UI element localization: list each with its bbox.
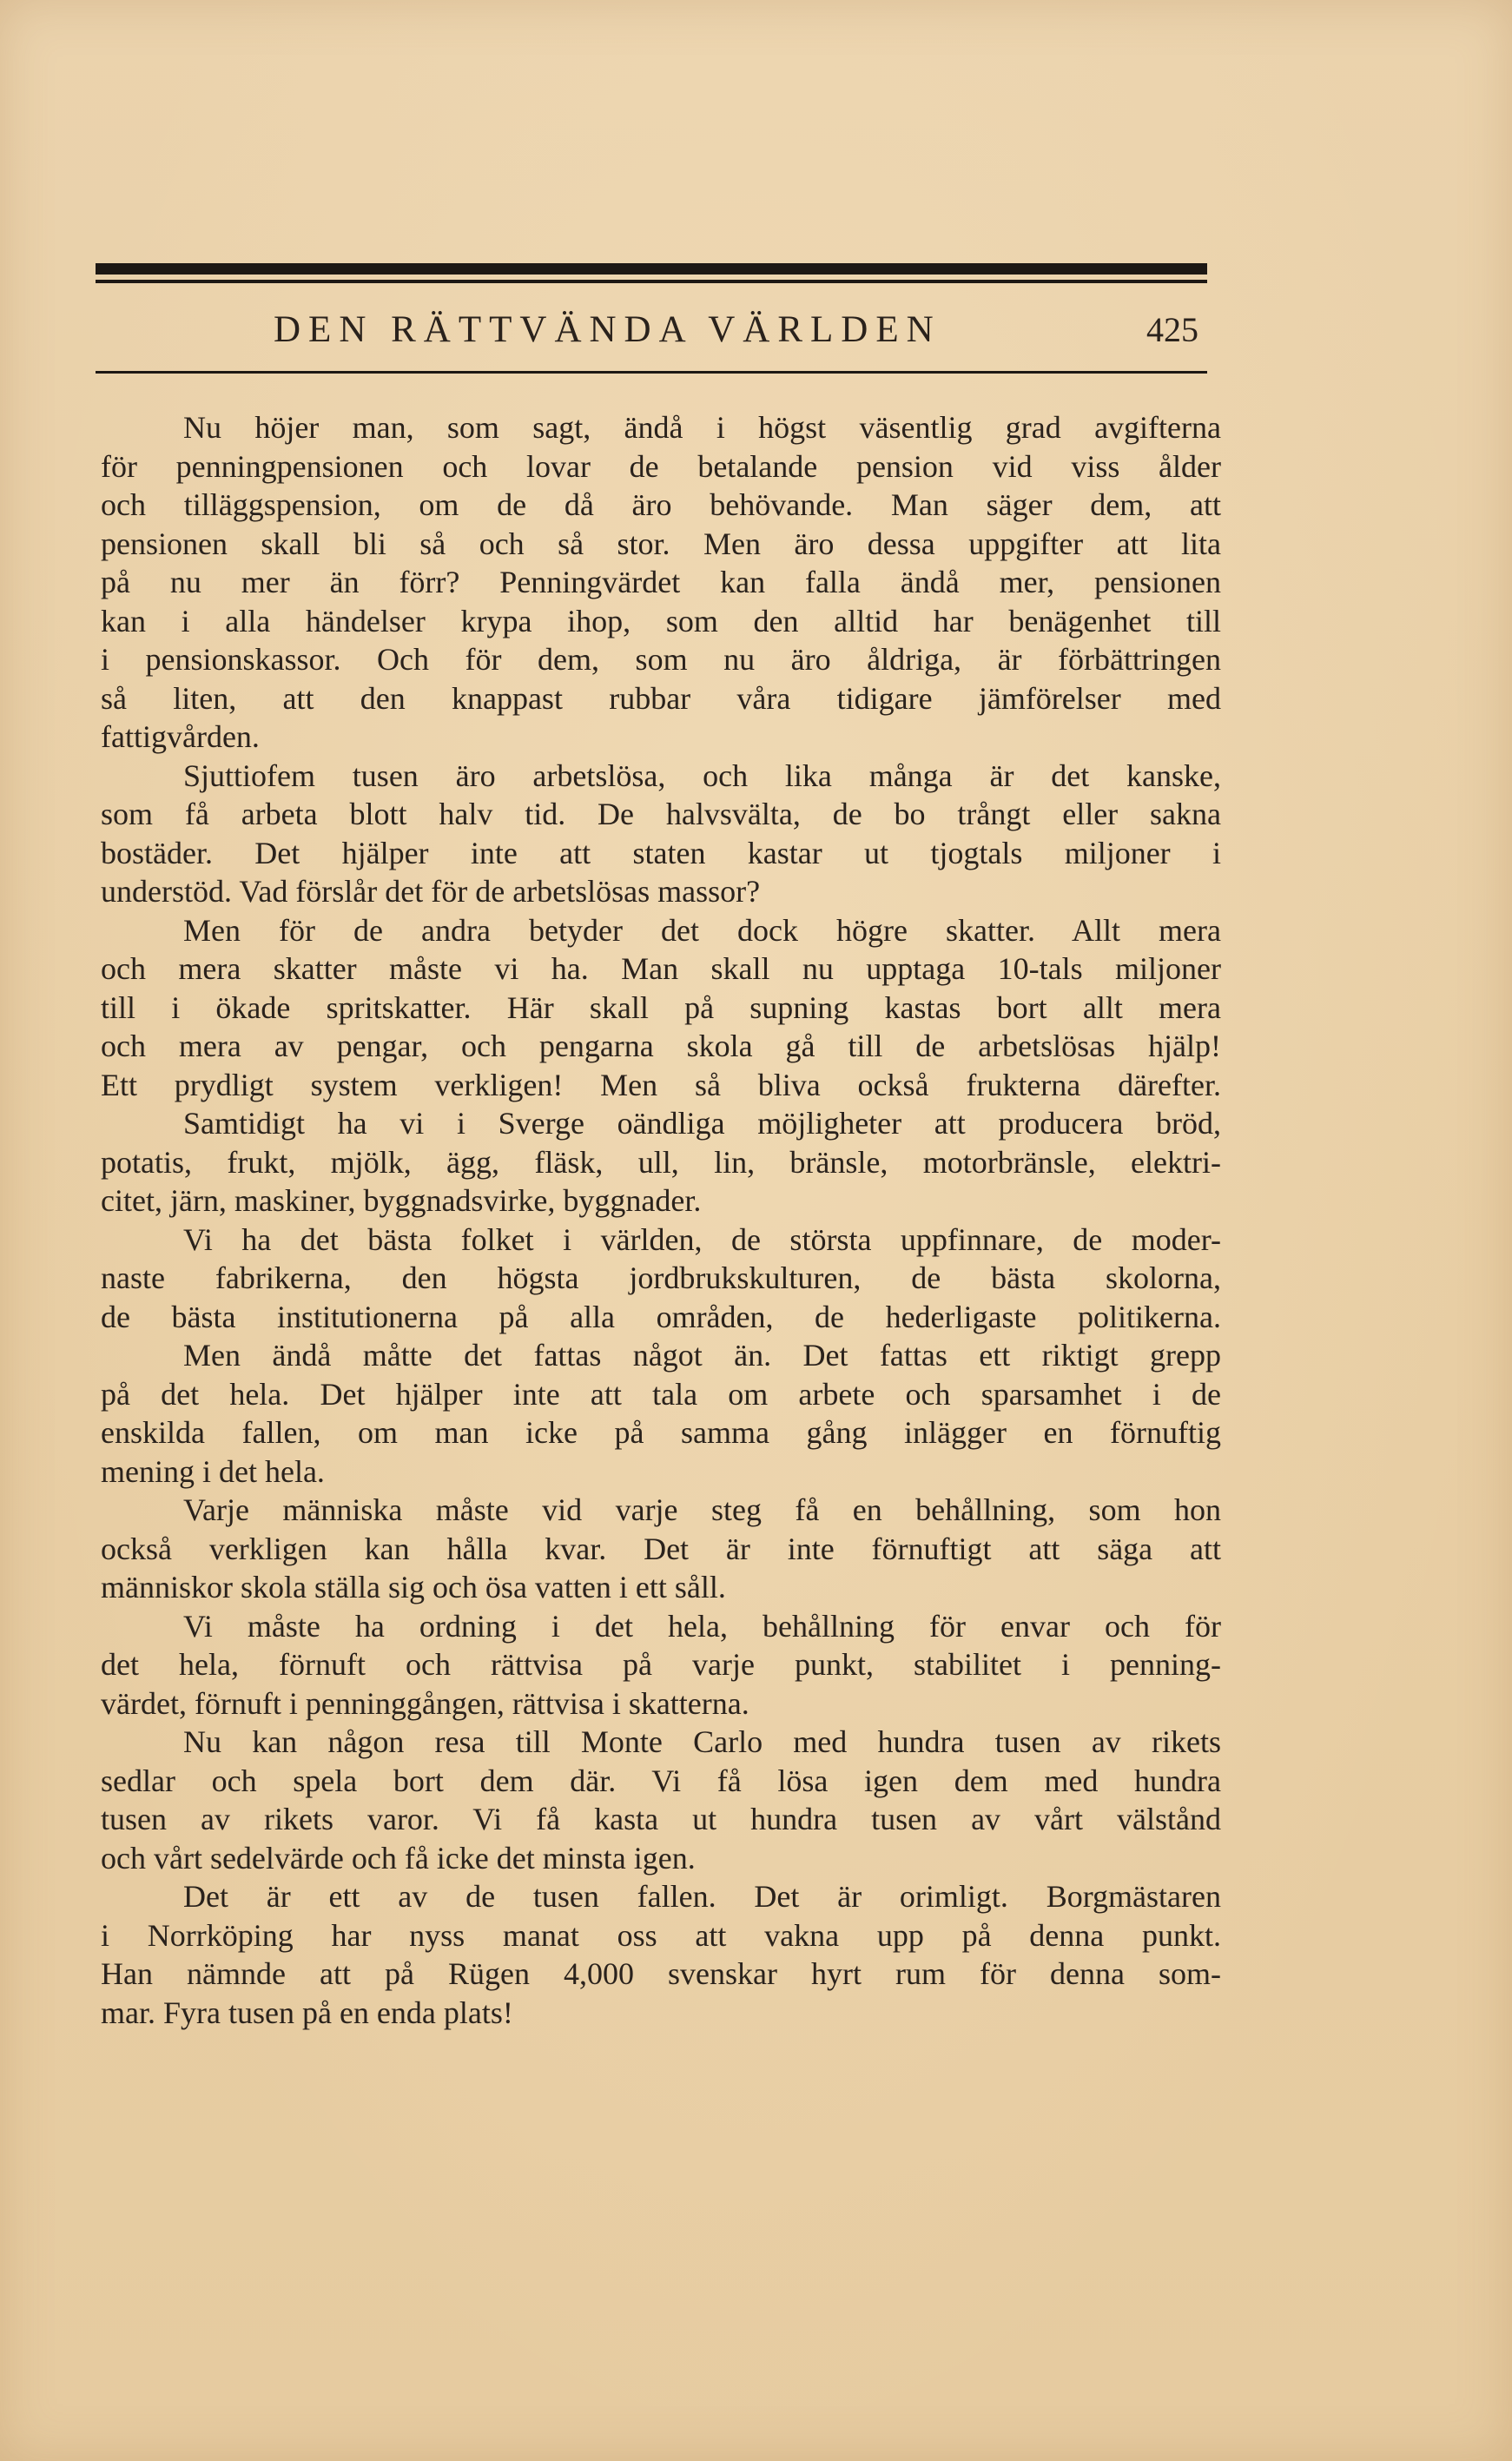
text-line: understöd. Vad förslår det för de arbetslösas massor? — [101, 874, 761, 909]
text-line: och mera skatter måste vi ha. Man skall nu upptaga 10-tals miljoner — [101, 951, 1221, 986]
text-line: pensionen skall bli så och så stor. Men äro dessa uppgifter att lita — [101, 526, 1221, 561]
text-line: Han nämnde att på Rügen 4,000 svenskar hyrt rum för denna som- — [101, 1956, 1221, 1991]
text-line: Men ändå måtte det fattas något än. Det fattas ett riktigt grepp — [183, 1338, 1221, 1373]
text-line: och mera av pengar, och pengarna skola gå till de arbetslösas hjälp! — [101, 1029, 1221, 1063]
text-line: och vårt sedelvärde och få icke det minsta igen. — [101, 1840, 696, 1876]
text-line: citet, järn, maskiner, byggnadsvirke, byggnader. — [101, 1183, 702, 1218]
text-line: potatis, frukt, mjölk, ägg, fläsk, ull, lin, bränsle, motorbränsle, elektri- — [101, 1144, 1221, 1180]
text-line: Vi måste ha ordning i det hela, behållning för envar och för — [183, 1608, 1221, 1644]
text-line: tusen av rikets varor. Vi få kasta ut hundra tusen av vårt välstånd — [101, 1802, 1221, 1836]
text-line: sedlar och spela bort dem där. Vi få lösa igen dem med hundra — [101, 1763, 1221, 1798]
text-line: så liten, att den knappast rubbar våra tidigare jämförelser med — [101, 680, 1221, 716]
page-number: 425 — [1146, 310, 1198, 349]
header-thick-rule — [96, 263, 1207, 275]
body-text — [101, 408, 1221, 2032]
running-head — [96, 304, 1207, 356]
header-underline-rule — [96, 371, 1207, 374]
text-line: enskilda fallen, om man icke på samma gång inlägger en förnuftig — [101, 1415, 1221, 1450]
text-line: Samtidigt ha vi i Sverge oändliga möjligheter att producera bröd, — [183, 1106, 1221, 1141]
text-line: bostäder. Det hjälper inte att staten kastar ut tjogtals miljoner i — [101, 835, 1221, 870]
text-line: på det hela. Det hjälper inte att tala om arbete och sparsamhet i de — [101, 1376, 1221, 1412]
text-line: som få arbeta blott halv tid. De halvsvälta, de bo trångt eller sakna — [101, 797, 1221, 831]
text-line: också verkligen kan hålla kvar. Det är inte förnuftigt att säga att — [101, 1531, 1221, 1566]
text-line: mar. Fyra tusen på en enda plats! — [101, 1995, 513, 2030]
text-line: och tilläggspension, om de då äro behövande. Man säger dem, att — [101, 487, 1221, 522]
text-line: till i ökade spritskatter. Här skall på supning kastas bort allt mera — [101, 989, 1221, 1025]
text-line: i pensionskassor. Och för dem, som nu äro åldriga, är förbättringen — [101, 642, 1221, 677]
text-line: Men för de andra betyder det dock högre skatter. Allt mera — [183, 912, 1221, 948]
text-line: fattigvården. — [101, 719, 260, 754]
text-line: de bästa institutionerna på alla områden, de hederligaste politikerna. — [101, 1299, 1221, 1334]
text-line: mening i det hela. — [101, 1453, 325, 1489]
text-line: på nu mer än förr? Penningvärdet kan falla ändå mer, pensionen — [101, 565, 1221, 599]
text-line: för penningpensionen och lovar de betalande pension vid viss ålder — [101, 448, 1221, 484]
text-line: människor skola ställa sig och ösa vatten i ett såll. — [101, 1570, 726, 1604]
text-line: Nu kan någon resa till Monte Carlo med hundra tusen av rikets — [183, 1724, 1221, 1759]
text-line: det hela, förnuft och rättvisa på varje punkt, stabilitet i penning- — [101, 1647, 1221, 1682]
text-line: naste fabrikerna, den högsta jordbrukskulturen, de bästa skolorna, — [101, 1260, 1221, 1295]
text-line: kan i alla händelser krypa ihop, som den alltid har benägenhet till — [101, 603, 1221, 638]
text-line: i Norrköping har nyss manat oss att vakna upp på denna punkt. — [101, 1917, 1221, 1953]
text-line: värdet, förnuft i penninggången, rättvisa i skatterna. — [101, 1685, 749, 1721]
text-line: Vi ha det bästa folket i världen, de största uppfinnare, de moder- — [183, 1221, 1221, 1257]
text-line: Sjuttiofem tusen äro arbetslösa, och lika många är det kanske, — [183, 757, 1221, 793]
text-line: Varje människa måste vid varje steg få en behållning, som hon — [183, 1492, 1221, 1527]
text-line: Det är ett av de tusen fallen. Det är orimligt. Borgmästaren — [183, 1879, 1221, 1914]
header-thin-rule — [96, 280, 1207, 283]
running-title: DEN RÄTTVÄNDA VÄRLDEN — [274, 309, 941, 350]
text-line: Nu höjer man, som sagt, ändå i högst väsentlig grad avgifterna — [183, 410, 1221, 445]
text-line: Ett prydligt system verkligen! Men så bliva också frukterna därefter. — [101, 1067, 1221, 1102]
